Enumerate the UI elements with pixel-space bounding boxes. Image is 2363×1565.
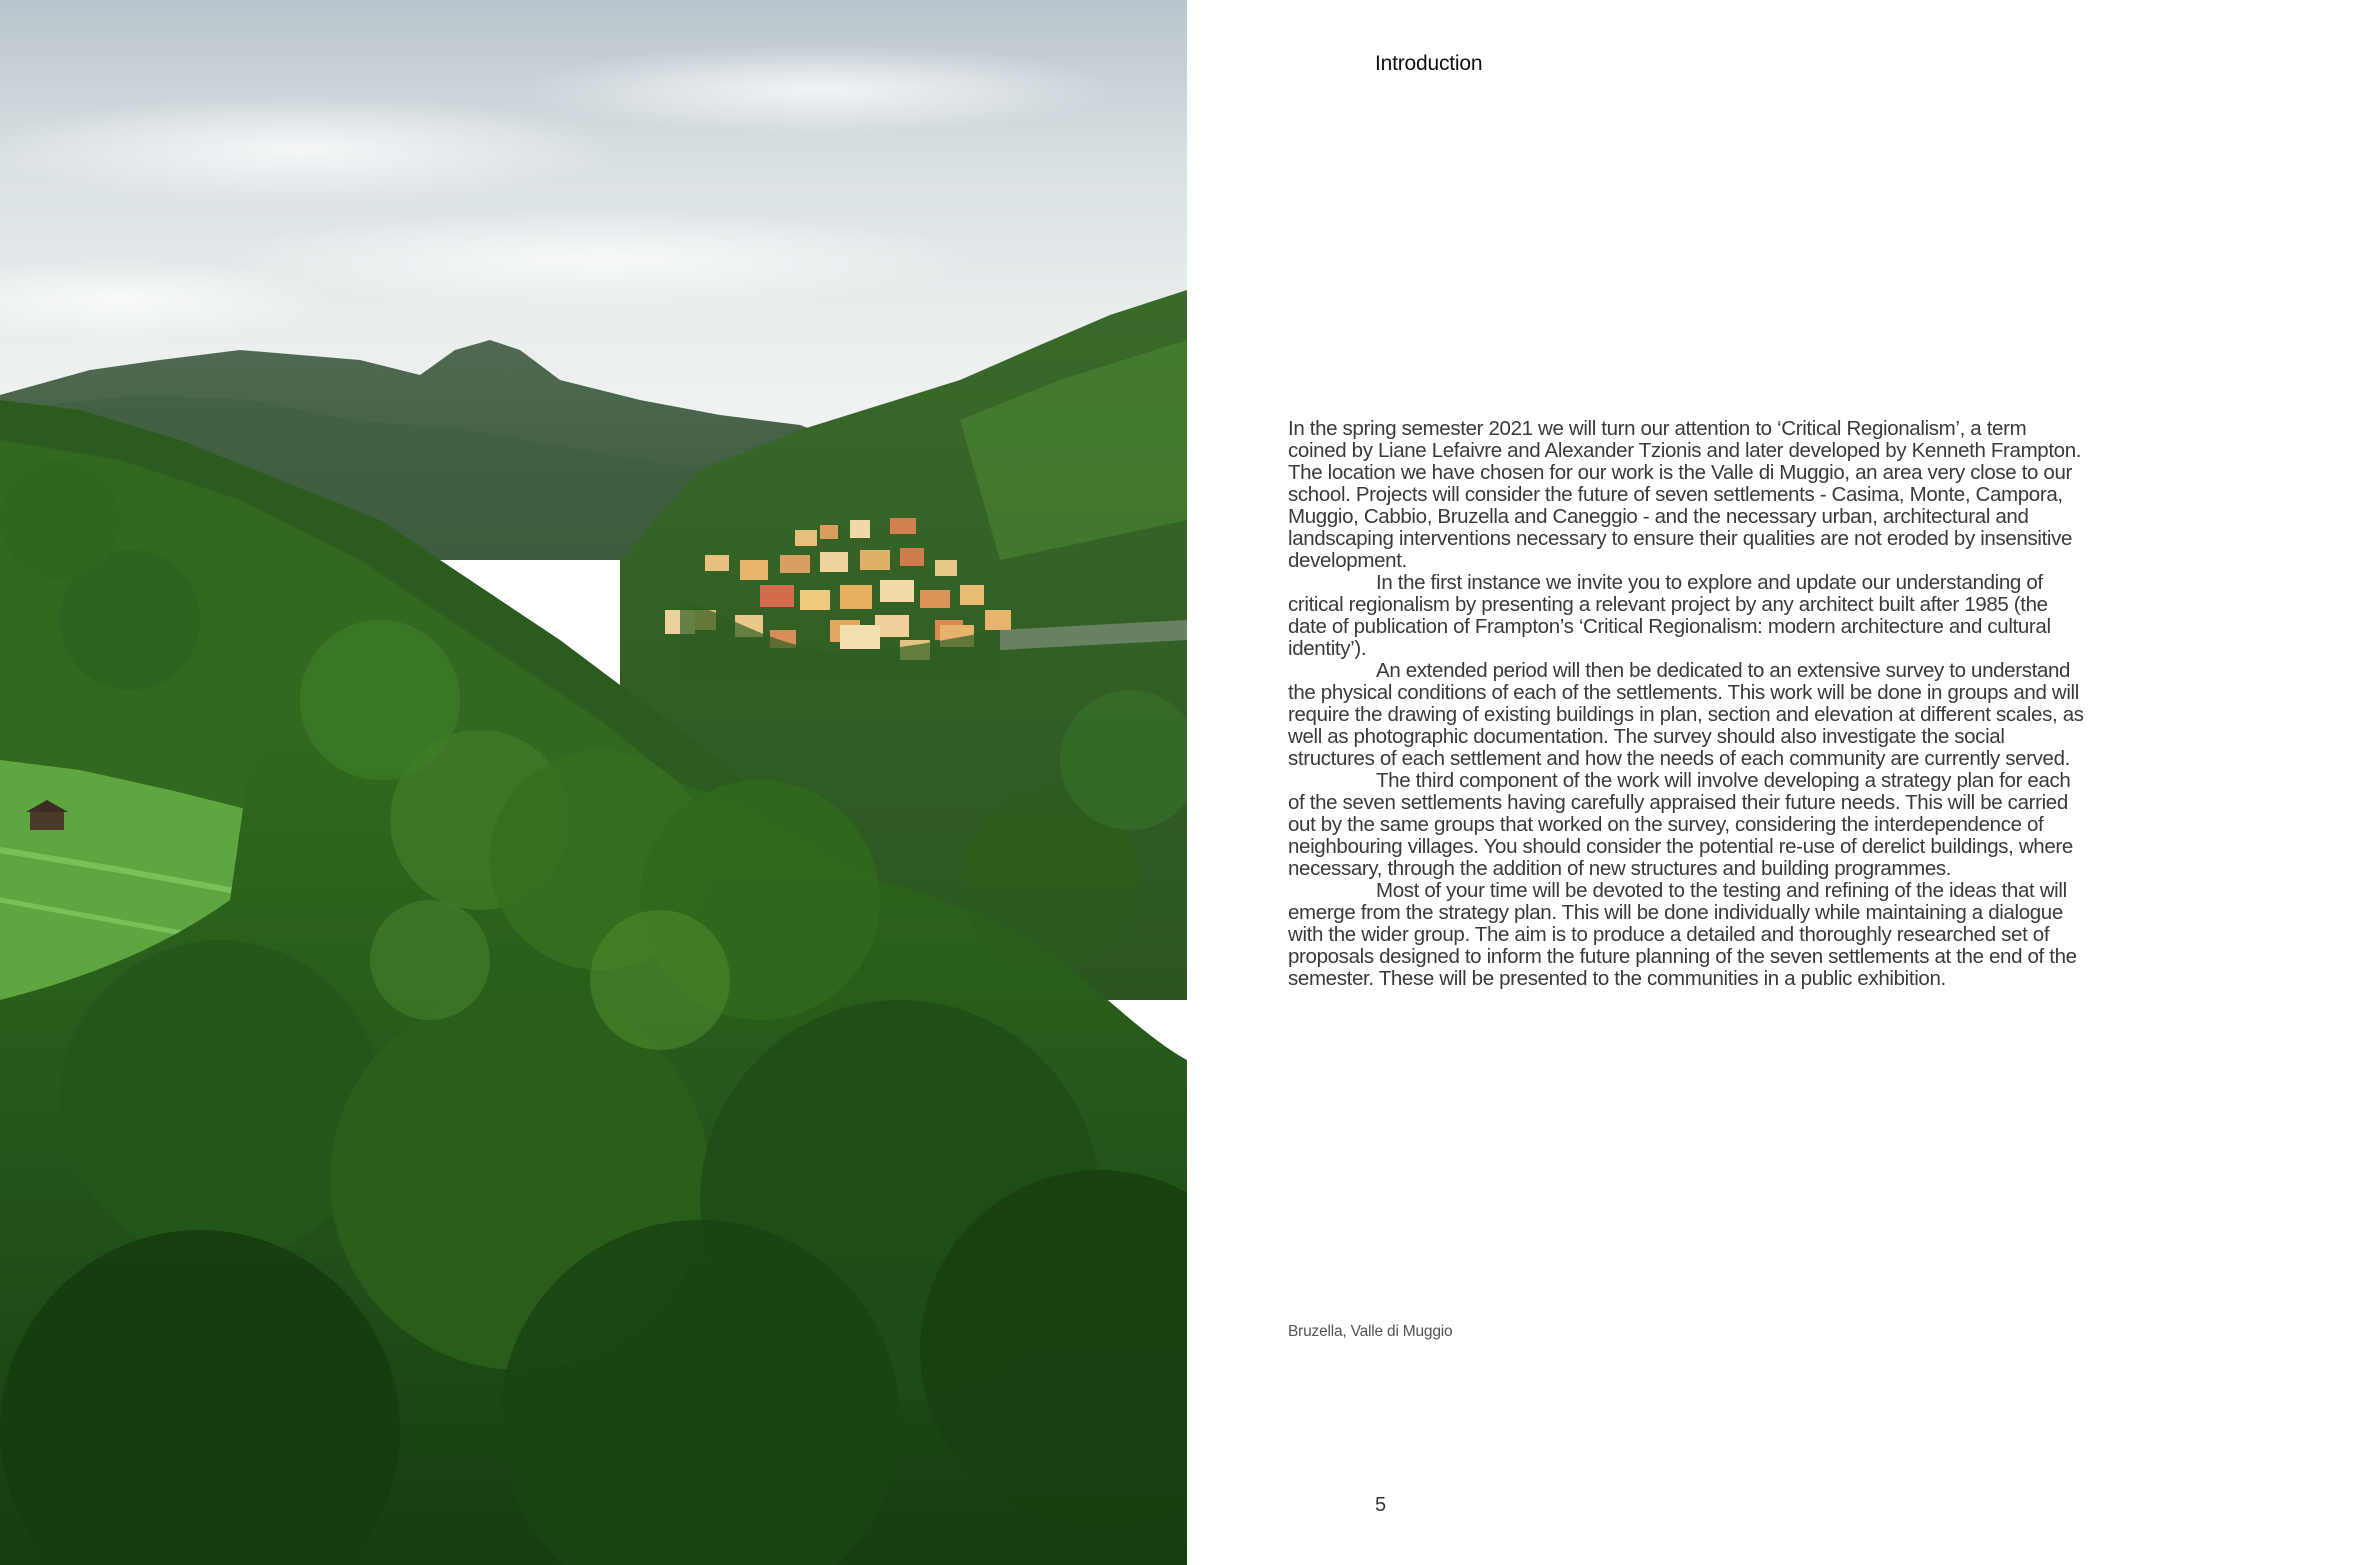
paragraph: In the spring semester 2021 we will turn our attention to ‘Critical Regionalism’, a term coined by Liane Lefaivre and Alexander Tzionis and later developed by Kenneth Frampton. The location we have chosen for our work is the Valle di Muggio, an area very close to our school. Projects will consider the future of seven settlements - Casima, Monte, Campora, Muggio, Cabbio, Bruzella and Caneggio - and the necessary urban, architectural and landscaping interventions necessary to ensure their qualities are not eroded by insensitive development. xyxy=(1288,417,2082,572)
text-page xyxy=(1187,0,2363,1565)
paragraph: In the first instance we invite you to explore and update our understanding of critical regionalism by presenting a relevant project by any architect built after 1985 (the date of publication of Frampton’s ‘Critical Regionalism: modern architecture and cultural identity’). xyxy=(1288,571,2051,660)
paragraph: The third component of the work will involve developing a strategy plan for each of the seven settlements having carefully appraised their future needs. This will be carried out by the same groups that worked on the survey, considering the interdependence of neighbouring villages. You should consider the potential re-use of derelict buildings, where necessary, through the addition of new structures and building programmes. xyxy=(1288,769,2073,880)
introduction-body xyxy=(1288,418,2088,990)
paragraph: Most of your time will be devoted to the testing and refining of the ideas that will emerge from the strategy plan. This will be done individually while maintaining a dialogue with the wider group. The aim is to produce a detailed and thoroughly researched set of proposals designed to inform the future planning of the seven settlements at the end of the semester. These will be presented to the communities in a public exhibition. xyxy=(1288,879,2077,990)
photo-caption: Bruzella, Valle di Muggio xyxy=(1288,1323,1453,1340)
section-title: Introduction xyxy=(1375,52,1483,75)
hut xyxy=(30,810,64,830)
paragraph: An extended period will then be dedicated to an extensive survey to understand the physical conditions of each of the settlements. This work will be done in groups and will require the drawing of existing buildings in plan, section and elevation at different scales, as well as photographic documentation. The survey should also investigate the social structures of each settlement and how the needs of each community are currently served. xyxy=(1288,659,2084,770)
page-number: 5 xyxy=(1375,1494,1387,1516)
